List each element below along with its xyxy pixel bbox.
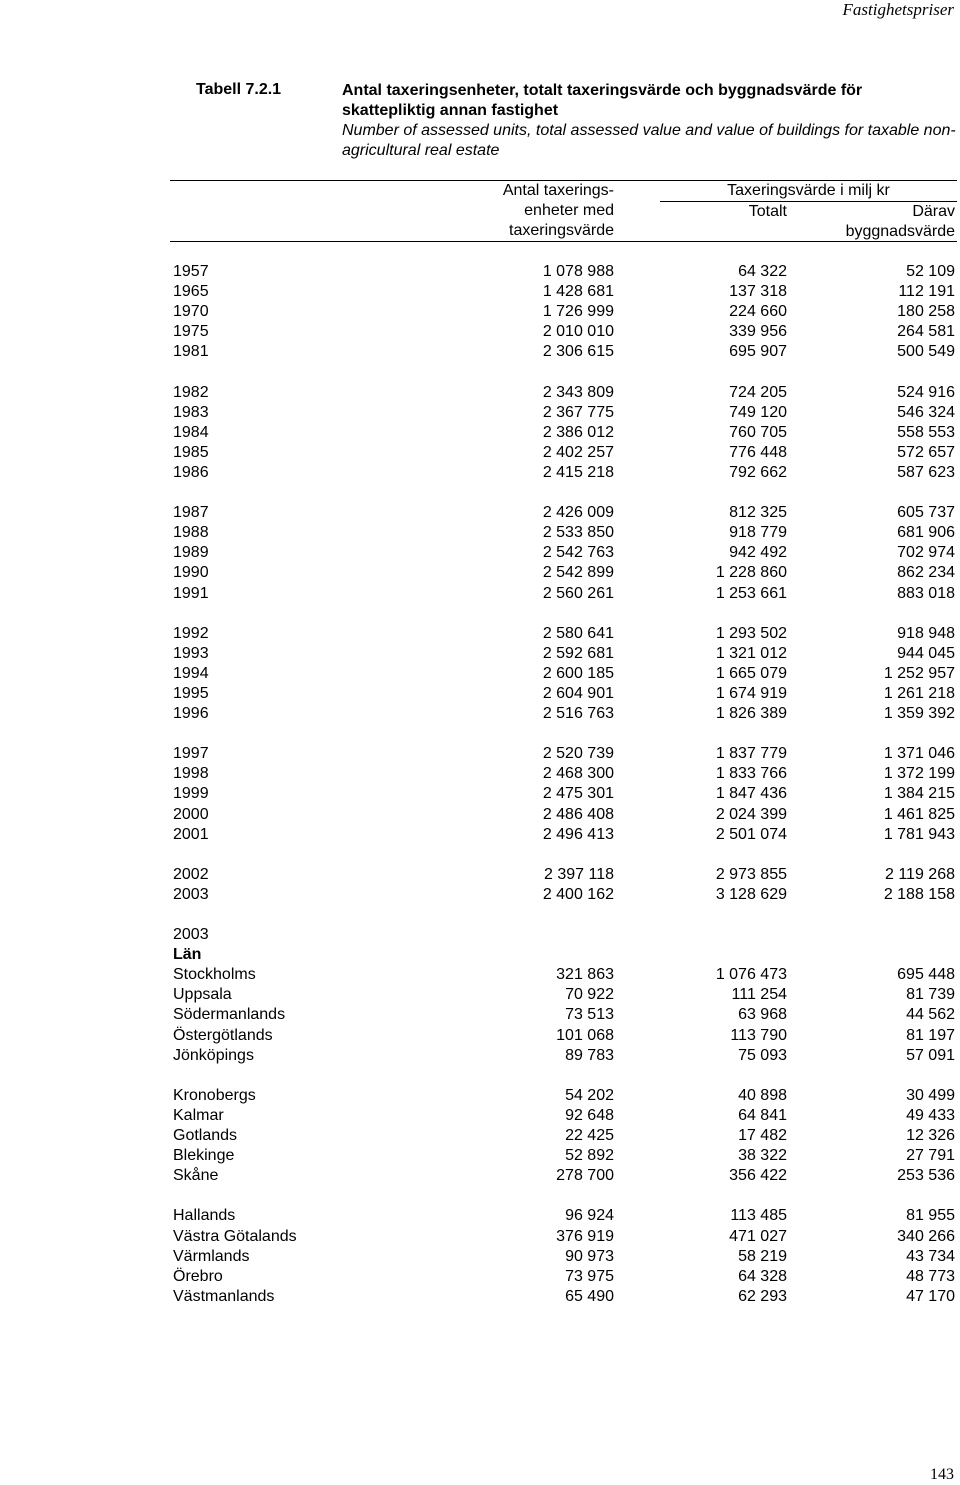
cell-antal: 70 922 <box>565 986 614 1004</box>
table-row <box>0 584 960 604</box>
table-row <box>0 423 960 443</box>
cell-byggnadsvarde: 681 906 <box>897 524 955 542</box>
row-label: Kalmar <box>173 1106 224 1124</box>
cell-totalt: 1 847 436 <box>715 785 787 803</box>
cell-antal: 2 486 408 <box>542 805 614 823</box>
cell-antal: 2 600 185 <box>542 664 614 682</box>
cell-totalt: 17 482 <box>738 1127 787 1145</box>
column-header-darav-line2: byggnadsvärde <box>845 223 955 240</box>
row-label: Stockholms <box>173 966 256 984</box>
table-row <box>0 805 960 825</box>
cell-antal: 22 425 <box>565 1127 614 1145</box>
cell-antal: 101 068 <box>556 1026 614 1044</box>
cell-antal: 2 415 218 <box>542 463 614 481</box>
cell-antal: 73 513 <box>565 1006 614 1024</box>
cell-totalt: 1 674 919 <box>715 684 787 702</box>
cell-byggnadsvarde: 918 948 <box>897 624 955 642</box>
cell-antal: 90 973 <box>565 1247 614 1265</box>
row-label: 1989 <box>173 544 209 562</box>
cell-totalt: 64 841 <box>738 1106 787 1124</box>
cell-totalt: 64 328 <box>738 1267 787 1285</box>
table-row <box>0 1227 960 1247</box>
table-row <box>0 383 960 403</box>
cell-byggnadsvarde: 27 791 <box>906 1147 955 1165</box>
cell-byggnadsvarde: 524 916 <box>897 383 955 401</box>
cell-byggnadsvarde: 112 191 <box>898 283 955 301</box>
cell-antal: 54 202 <box>565 1086 614 1104</box>
table-row <box>0 664 960 684</box>
table-row <box>0 463 960 483</box>
row-label: 1991 <box>173 584 209 602</box>
table-row <box>0 262 960 282</box>
cell-totalt: 1 253 661 <box>715 584 787 602</box>
row-label: Västmanlands <box>173 1287 275 1305</box>
table-row <box>0 865 960 885</box>
column-header-darav-line1: Därav <box>912 203 955 220</box>
cell-byggnadsvarde: 546 324 <box>897 403 955 421</box>
table-title <box>342 81 957 161</box>
table-row <box>0 644 960 664</box>
cell-totalt: 113 790 <box>730 1026 787 1044</box>
cell-byggnadsvarde: 1 359 392 <box>883 705 955 723</box>
table-row <box>0 282 960 302</box>
cell-antal: 2 592 681 <box>542 644 614 662</box>
cell-byggnadsvarde: 81 739 <box>906 986 955 1004</box>
cell-antal: 73 975 <box>565 1267 614 1285</box>
cell-byggnadsvarde: 587 623 <box>897 463 955 481</box>
cell-antal: 278 700 <box>556 1167 614 1185</box>
cell-totalt: 1 837 779 <box>715 745 787 763</box>
row-label: 2002 <box>173 865 209 883</box>
table-row <box>0 825 960 845</box>
table-row <box>0 1166 960 1186</box>
cell-byggnadsvarde: 30 499 <box>906 1086 955 1104</box>
cell-antal: 2 402 257 <box>542 443 614 461</box>
table-row <box>0 523 960 543</box>
row-label: Skåne <box>173 1167 219 1185</box>
cell-byggnadsvarde: 1 372 199 <box>883 765 955 783</box>
table-row <box>0 945 960 965</box>
cell-totalt: 918 779 <box>729 524 787 542</box>
row-label: 1992 <box>173 624 209 642</box>
table-row <box>0 1126 960 1146</box>
cell-antal: 2 386 012 <box>542 423 614 441</box>
table-row <box>0 784 960 804</box>
row-label: 1957 <box>173 263 209 280</box>
row-label: 1965 <box>173 283 209 301</box>
row-label: Örebro <box>173 1267 223 1285</box>
table-row <box>0 684 960 704</box>
column-header-antal-line3: taxeringsvärde <box>509 222 614 239</box>
row-label: 1983 <box>173 403 209 421</box>
cell-totalt: 792 662 <box>729 463 787 481</box>
row-label: 1982 <box>173 383 209 401</box>
cell-totalt: 1 826 389 <box>715 705 787 723</box>
cell-antal: 2 580 641 <box>542 624 614 642</box>
cell-antal: 2 604 901 <box>542 684 614 702</box>
row-label: 1986 <box>173 463 209 481</box>
row-label: Län <box>173 946 202 964</box>
table-row <box>0 624 960 644</box>
cell-totalt: 760 705 <box>729 423 787 441</box>
cell-byggnadsvarde: 264 581 <box>897 323 955 341</box>
table-row <box>0 403 960 423</box>
row-label: 1998 <box>173 765 209 783</box>
table-row <box>0 322 960 342</box>
cell-byggnadsvarde: 944 045 <box>897 644 955 662</box>
cell-byggnadsvarde: 12 326 <box>906 1127 955 1145</box>
row-label: Gotlands <box>173 1127 238 1145</box>
column-header-antal <box>440 181 614 241</box>
row-label: 2003 <box>173 926 209 944</box>
cell-antal: 89 783 <box>565 1046 614 1064</box>
cell-antal: 2 520 739 <box>542 745 614 763</box>
cell-byggnadsvarde: 1 461 825 <box>883 805 955 823</box>
cell-antal: 2 010 010 <box>542 323 614 341</box>
row-label: 1999 <box>173 785 209 803</box>
cell-antal: 2 468 300 <box>542 765 614 783</box>
cell-byggnadsvarde: 605 737 <box>897 504 955 522</box>
cell-antal: 2 560 261 <box>542 584 614 602</box>
cell-antal: 2 306 615 <box>542 343 614 361</box>
cell-byggnadsvarde: 1 252 957 <box>883 664 955 682</box>
cell-totalt: 749 120 <box>729 403 787 421</box>
cell-totalt: 1 833 766 <box>715 765 787 783</box>
cell-totalt: 2 501 074 <box>715 825 787 843</box>
cell-byggnadsvarde: 695 448 <box>897 966 955 984</box>
cell-antal: 96 924 <box>565 1207 614 1225</box>
row-label: 1988 <box>173 524 209 542</box>
cell-antal: 2 542 899 <box>542 564 614 582</box>
row-label: Östergötlands <box>173 1026 273 1044</box>
row-label: Södermanlands <box>173 1006 286 1024</box>
row-label: Västra Götalands <box>173 1227 297 1245</box>
cell-totalt: 1 228 860 <box>715 564 787 582</box>
title-english: Number of assessed units, total assessed value and value of buildings for taxable non-agricultural real estate <box>342 122 956 159</box>
cell-byggnadsvarde: 500 549 <box>897 343 955 361</box>
row-label: 2003 <box>173 885 209 903</box>
cell-totalt: 64 322 <box>738 263 787 280</box>
cell-totalt: 75 093 <box>738 1046 787 1064</box>
table-row <box>0 704 960 724</box>
cell-byggnadsvarde: 43 734 <box>906 1247 955 1265</box>
row-label: 1970 <box>173 303 209 321</box>
row-label: Hallands <box>173 1207 236 1225</box>
table-row <box>0 985 960 1005</box>
cell-antal: 2 397 118 <box>544 865 614 883</box>
table-label: Tabell 7.2.1 <box>196 81 282 98</box>
cell-totalt: 2 973 855 <box>715 865 787 883</box>
row-label: 1993 <box>173 644 209 662</box>
table-row <box>0 744 960 764</box>
cell-byggnadsvarde: 883 018 <box>897 584 955 602</box>
row-label: Värmlands <box>173 1247 250 1265</box>
cell-totalt: 339 956 <box>729 323 787 341</box>
running-head: Fastighetspriser <box>842 0 954 19</box>
table-row <box>0 302 960 322</box>
table-row <box>0 1267 960 1287</box>
cell-antal: 1 726 999 <box>542 303 614 321</box>
table-row <box>0 885 960 905</box>
cell-byggnadsvarde: 180 258 <box>897 303 955 321</box>
table-row <box>0 1086 960 1106</box>
cell-totalt: 776 448 <box>729 443 787 461</box>
table-row <box>0 443 960 463</box>
cell-byggnadsvarde: 57 091 <box>906 1046 955 1064</box>
cell-antal: 2 343 809 <box>542 383 614 401</box>
cell-totalt: 111 254 <box>731 986 787 1004</box>
cell-antal: 2 516 763 <box>542 705 614 723</box>
row-label: 2000 <box>173 805 209 823</box>
row-label: 1997 <box>173 745 209 763</box>
cell-totalt: 3 128 629 <box>715 885 787 903</box>
cell-totalt: 356 422 <box>729 1167 787 1185</box>
table-row <box>0 1247 960 1267</box>
cell-totalt: 1 321 012 <box>715 644 787 662</box>
cell-totalt: 58 219 <box>738 1247 787 1265</box>
cell-byggnadsvarde: 1 781 943 <box>883 825 955 843</box>
cell-antal: 2 533 850 <box>542 524 614 542</box>
cell-antal: 2 496 413 <box>542 825 614 843</box>
cell-totalt: 38 322 <box>738 1147 787 1165</box>
cell-totalt: 942 492 <box>729 544 787 562</box>
title-swedish: Antal taxeringsenheter, totalt taxeringsvärde och byggnadsvärde för skattepliktig annan fastighet <box>342 82 863 119</box>
cell-byggnadsvarde: 47 170 <box>906 1287 955 1305</box>
cell-totalt: 724 205 <box>729 383 787 401</box>
cell-antal: 1 078 988 <box>542 263 614 280</box>
cell-byggnadsvarde: 1 384 215 <box>883 785 955 803</box>
cell-antal: 2 542 763 <box>542 544 614 562</box>
row-label: 1975 <box>173 323 209 341</box>
cell-totalt: 695 907 <box>729 343 787 361</box>
cell-totalt: 224 660 <box>729 303 787 321</box>
column-header-antal-line2: enheter med <box>524 202 614 219</box>
row-label: 1995 <box>173 684 209 702</box>
cell-byggnadsvarde: 48 773 <box>906 1267 955 1285</box>
table-row <box>0 503 960 523</box>
cell-antal: 2 367 775 <box>542 403 614 421</box>
cell-antal: 52 892 <box>565 1147 614 1165</box>
cell-totalt: 1 076 473 <box>715 966 787 984</box>
cell-totalt: 63 968 <box>738 1006 787 1024</box>
table-body <box>0 262 960 1307</box>
table-row <box>0 1046 960 1066</box>
cell-byggnadsvarde: 1 261 218 <box>883 684 955 702</box>
row-label: Kronobergs <box>173 1086 256 1104</box>
row-label: 1985 <box>173 443 209 461</box>
cell-byggnadsvarde: 572 657 <box>897 443 955 461</box>
cell-antal: 2 400 162 <box>542 885 614 903</box>
cell-totalt: 2 024 399 <box>715 805 787 823</box>
table-row <box>0 925 960 945</box>
row-label: 1994 <box>173 664 209 682</box>
table-row <box>0 563 960 583</box>
cell-antal: 376 919 <box>556 1227 614 1245</box>
row-label: 1990 <box>173 564 209 582</box>
table-row <box>0 1287 960 1307</box>
cell-totalt: 62 293 <box>738 1287 787 1305</box>
row-label: 1981 <box>173 343 209 361</box>
row-label: Jönköpings <box>173 1046 254 1064</box>
cell-antal: 65 490 <box>565 1287 614 1305</box>
table-row <box>0 543 960 563</box>
cell-antal: 2 426 009 <box>542 504 614 522</box>
table-row <box>0 1005 960 1025</box>
cell-byggnadsvarde: 44 562 <box>906 1006 955 1024</box>
cell-byggnadsvarde: 340 266 <box>897 1227 955 1245</box>
cell-totalt: 137 318 <box>729 283 787 301</box>
table-row <box>0 1026 960 1046</box>
row-label: 1987 <box>173 504 209 522</box>
row-label: 1984 <box>173 423 209 441</box>
cell-antal: 92 648 <box>565 1106 614 1124</box>
cell-totalt: 1 665 079 <box>715 664 787 682</box>
table-row <box>0 1106 960 1126</box>
cell-antal: 2 475 301 <box>542 785 614 803</box>
cell-totalt: 812 325 <box>729 504 787 522</box>
cell-totalt: 1 293 502 <box>715 624 787 642</box>
column-header-taxeringsvarde: Taxeringsvärde i milj kr <box>727 182 890 199</box>
cell-byggnadsvarde: 2 188 158 <box>883 885 955 903</box>
table-row <box>0 1146 960 1166</box>
cell-byggnadsvarde: 253 536 <box>897 1167 955 1185</box>
cell-byggnadsvarde: 2 119 268 <box>885 865 955 883</box>
cell-byggnadsvarde: 49 433 <box>906 1106 955 1124</box>
cell-antal: 321 863 <box>556 966 614 984</box>
table-row <box>0 1206 960 1226</box>
cell-byggnadsvarde: 1 371 046 <box>883 745 955 763</box>
cell-byggnadsvarde: 558 553 <box>897 423 955 441</box>
cell-totalt: 113 485 <box>730 1207 787 1225</box>
cell-antal: 1 428 681 <box>542 283 614 301</box>
cell-byggnadsvarde: 52 109 <box>906 263 955 280</box>
cell-byggnadsvarde: 81 955 <box>906 1207 955 1225</box>
row-label: 1996 <box>173 705 209 723</box>
cell-byggnadsvarde: 702 974 <box>897 544 955 562</box>
row-label: Blekinge <box>173 1147 235 1165</box>
column-header-totalt: Totalt <box>748 203 787 220</box>
table-row <box>0 764 960 784</box>
cell-totalt: 40 898 <box>738 1086 787 1104</box>
page-number: 143 <box>930 1466 954 1483</box>
column-header-darav <box>800 202 955 242</box>
table-row <box>0 342 960 362</box>
row-label: Uppsala <box>173 986 232 1004</box>
column-header-antal-line1: Antal taxerings- <box>502 182 614 199</box>
cell-byggnadsvarde: 81 197 <box>906 1026 955 1044</box>
row-label: 2001 <box>173 825 209 843</box>
cell-totalt: 471 027 <box>729 1227 787 1245</box>
table-row <box>0 965 960 985</box>
cell-byggnadsvarde: 862 234 <box>897 564 955 582</box>
